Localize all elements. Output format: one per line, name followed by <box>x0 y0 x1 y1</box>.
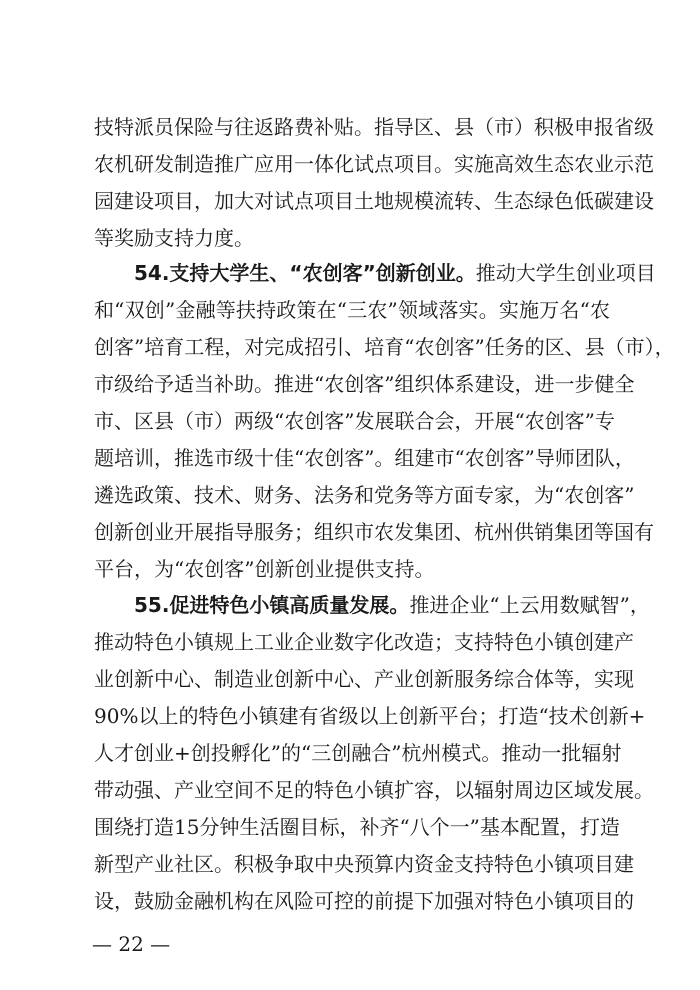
text-line: 创新创业开展指导服务；组织市农发集团、杭州供销集团等国有 <box>94 520 654 544</box>
page-number: — 22 — <box>92 932 171 956</box>
section-first-line <box>134 593 650 617</box>
section-heading: 55.促进特色小镇高质量发展。 <box>134 593 410 617</box>
text-line: 带动强、产业空间不足的特色小镇扩容，以辐射周边区域发展。 <box>94 778 654 802</box>
text-line: 遴选政策、技术、财务、法务和党务等方面专家，为“农创客” <box>94 483 635 507</box>
text-line: 90%以上的特色小镇建有省级以上创新平台；打造“技术创新+ <box>94 704 646 728</box>
text-line: 技特派员保险与往返路费补贴。指导区、县（市）积极申报省级 <box>94 115 654 139</box>
text-line: 市、区县（市）两级“农创客”发展联合会，开展“农创客”专 <box>94 409 615 433</box>
text-line: 推动特色小镇规上工业企业数字化改造；支持特色小镇创建产 <box>94 630 634 654</box>
text-line: 和“双创”金融等扶持政策在“三农”领域落实。实施万名“农 <box>94 298 610 322</box>
text-line: 园建设项目，加大对试点项目土地规模流转、生态绿色低碳建设 <box>94 189 654 213</box>
section-first-line <box>134 261 656 285</box>
text-line: 设，鼓励金融机构在风险可控的前提下加强对特色小镇项目的 <box>94 889 634 913</box>
text-line: 等奖励支持力度。 <box>94 226 254 250</box>
text-line: 题培训，推选市级十佳“农创客”。组建市“农创客”导师团队， <box>94 446 635 470</box>
text-line: 业创新中心、制造业创新中心、产业创新服务综合体等，实现 <box>94 667 634 691</box>
text-line: 平台，为“农创客”创新创业提供支持。 <box>94 557 435 581</box>
text-line: 创客”培育工程，对完成招引、培育“农创客”任务的区、县（市）， <box>94 335 675 359</box>
section-text: 推进企业“上云用数赋智”， <box>409 593 650 617</box>
text-line: 市级给予适当补助。推进“农创客”组织体系建设，进一步健全 <box>94 372 635 396</box>
text-line: 农机研发制造推广应用一体化试点项目。实施高效生态农业示范 <box>94 152 654 176</box>
text-line: 围绕打造15分钟生活圈目标，补齐“八个一”基本配置，打造 <box>94 815 620 839</box>
text-line: 新型产业社区。积极争取中央预算内资金支持特色小镇项目建 <box>94 852 634 876</box>
text-line: 人才创业+创投孵化”的“三创融合”杭州模式。推动一批辐射 <box>94 741 622 765</box>
section-text: 推动大学生创业项目 <box>475 261 656 285</box>
section-heading: 54.支持大学生、“农创客”创新创业。 <box>134 261 476 285</box>
